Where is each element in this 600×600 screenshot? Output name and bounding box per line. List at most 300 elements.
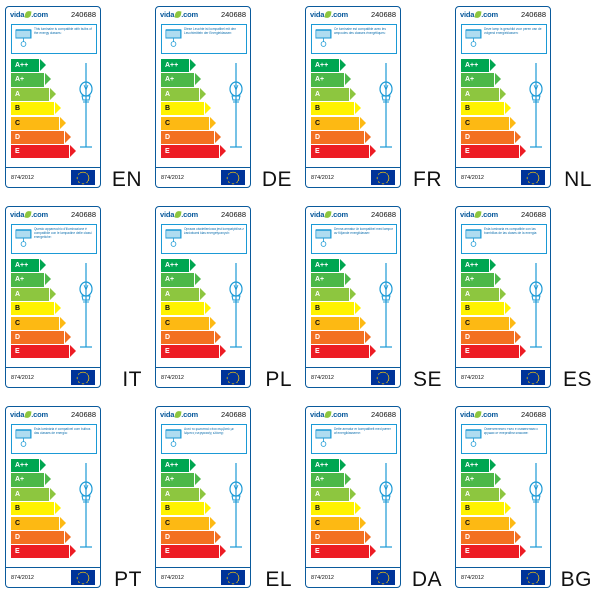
energy-class-arrow-Aplus (11, 73, 44, 86)
bulb-diagram-icon (375, 259, 397, 355)
energy-class-label: A++ (465, 62, 479, 70)
energy-class-label: B (165, 105, 171, 113)
product-code: 240688 (220, 10, 246, 19)
energy-class-arrow-Aplus (311, 273, 344, 286)
energy-class-label: C (15, 319, 21, 327)
label-header (6, 207, 100, 222)
leaf-icon (24, 11, 31, 19)
energy-class-label: A+ (15, 276, 25, 284)
energy-class-arrow-Aplus (311, 473, 344, 486)
leaf-icon (474, 11, 481, 19)
eu-flag-icon (221, 370, 245, 385)
energy-label-cell (150, 200, 300, 400)
energy-class-arrow-C (461, 117, 509, 130)
eu-stars (228, 572, 239, 583)
brand-text: vida (160, 410, 175, 419)
regulation-number: 874/2012 (11, 374, 34, 381)
energy-class-arrow-B (461, 502, 504, 515)
energy-class-arrow-D (461, 131, 514, 144)
energy-class-label: E (465, 148, 470, 156)
description-box (161, 24, 247, 54)
energy-class-arrow-Aplusplus (311, 259, 339, 272)
energy-class-label: A (165, 90, 171, 98)
energy-class-arrow-B (11, 102, 54, 115)
bulb-diagram-icon (375, 459, 397, 555)
energy-class-scale (461, 459, 547, 555)
brand-text: vida (460, 410, 475, 419)
product-code: 240688 (70, 10, 96, 19)
bulb-diagram-icon (525, 259, 547, 355)
energy-class-arrow-B (311, 102, 354, 115)
brand-logo (310, 410, 348, 419)
energy-class-arrow-B (311, 302, 354, 315)
energy-class-arrow-E (11, 545, 69, 558)
label-footer (156, 567, 250, 587)
energy-class-label: A+ (465, 276, 475, 284)
leaf-icon (474, 411, 481, 419)
brand-logo (460, 210, 498, 219)
energy-class-arrow-Aplusplus (161, 459, 189, 472)
description-box (311, 24, 397, 54)
product-code: 240688 (520, 210, 546, 219)
energy-class-scale (311, 59, 397, 155)
energy-class-label: A+ (465, 476, 475, 484)
eu-flag-icon (71, 570, 95, 585)
bulb-diagram-icon (75, 259, 97, 355)
language-code: PT (114, 568, 142, 591)
energy-class-arrow-E (311, 545, 369, 558)
leaf-icon (24, 211, 31, 219)
energy-class-label: B (15, 505, 21, 513)
energy-class-arrow-Aplus (311, 73, 344, 86)
energy-class-arrow-Aplus (461, 273, 494, 286)
product-code: 240688 (370, 210, 396, 219)
energy-class-label: E (315, 348, 320, 356)
energy-class-label: A (15, 90, 21, 98)
energy-class-label: A+ (165, 76, 175, 84)
brand-text: vida (310, 10, 325, 19)
energy-class-arrow-A (161, 288, 199, 301)
energy-class-label: A++ (465, 262, 479, 270)
energy-class-label: D (465, 533, 471, 541)
regulation-number: 874/2012 (161, 174, 184, 181)
energy-label-card (455, 406, 551, 588)
energy-class-arrow-C (311, 517, 359, 530)
energy-class-arrow-Aplus (161, 73, 194, 86)
regulation-number: 874/2012 (11, 174, 34, 181)
energy-label-cell (150, 0, 300, 200)
brand-suffix: .com (181, 210, 198, 219)
energy-class-arrow-B (161, 102, 204, 115)
label-footer (6, 367, 100, 387)
energy-class-scale (311, 459, 397, 555)
energy-class-arrow-C (161, 317, 209, 330)
brand-logo (10, 10, 48, 19)
bulb-diagram-icon (225, 59, 247, 155)
regulation-number: 874/2012 (161, 374, 184, 381)
energy-class-arrow-Aplusplus (161, 259, 189, 272)
label-header (6, 407, 100, 422)
energy-class-label: A+ (315, 276, 325, 284)
brand-suffix: .com (481, 210, 498, 219)
energy-label-card (455, 6, 551, 188)
energy-class-scale (11, 59, 97, 155)
energy-class-arrow-B (11, 502, 54, 515)
description-box (461, 224, 547, 254)
energy-class-arrow-Aplus (11, 273, 44, 286)
energy-class-label: C (315, 319, 321, 327)
leaf-icon (174, 211, 181, 219)
compatibility-text: Esta luminaria es compatible con las bombillas de las clases de la energía: (484, 227, 538, 236)
label-footer (156, 367, 250, 387)
energy-class-label: D (15, 333, 21, 341)
brand-suffix: .com (331, 410, 348, 419)
energy-class-label: C (165, 319, 171, 327)
energy-class-label: A (15, 490, 21, 498)
energy-class-arrow-C (311, 117, 359, 130)
brand-text: vida (160, 10, 175, 19)
energy-class-label: A+ (15, 476, 25, 484)
energy-class-label: A++ (165, 462, 179, 470)
bulb-diagram-icon (225, 259, 247, 355)
energy-label-cell (0, 400, 150, 600)
energy-class-label: A (315, 90, 321, 98)
language-code: NL (564, 168, 592, 191)
description-box (311, 224, 397, 254)
energy-class-label: A++ (315, 62, 329, 70)
energy-label-cell (300, 400, 450, 600)
ceiling-lamp-icon (312, 225, 334, 253)
ceiling-lamp-icon (12, 425, 34, 453)
energy-class-label: D (165, 333, 171, 341)
energy-class-arrow-A (161, 488, 199, 501)
compatibility-text: Dette armatur er kompatibelt med pærer af energiklasserne: (334, 427, 391, 436)
energy-class-arrow-C (461, 517, 509, 530)
energy-class-arrow-A (161, 88, 199, 101)
energy-label-cell (0, 200, 150, 400)
language-code: EL (265, 568, 292, 591)
energy-class-arrow-Aplusplus (11, 259, 39, 272)
energy-class-arrow-B (311, 502, 354, 515)
energy-class-label: B (315, 505, 321, 513)
energy-class-arrow-D (161, 131, 214, 144)
compatibility-text: Deze lamp is geschikt voor peren van de volgend energieklassen: (484, 27, 542, 36)
energy-class-arrow-C (461, 317, 509, 330)
energy-class-label: E (315, 148, 320, 156)
ceiling-lamp-icon (312, 25, 334, 53)
energy-class-scale (461, 59, 547, 155)
energy-class-label: E (315, 548, 320, 556)
ceiling-lamp-icon (12, 25, 34, 53)
brand-text: vida (10, 210, 25, 219)
energy-class-arrow-Aplus (161, 473, 194, 486)
compatibility-text: Αυτό το φωτιστικό είναι συμβατό με λάμπες ενεργειακής κλάσης: (184, 427, 234, 436)
energy-class-arrow-C (311, 317, 359, 330)
compatibility-text: Questo apparecchio d'illuminazione è compatibile con le lampadine delle classi energetiche: (34, 227, 92, 240)
energy-class-label: A (465, 490, 471, 498)
energy-label-cell (450, 0, 600, 200)
leaf-icon (24, 411, 31, 419)
label-footer (456, 167, 550, 187)
regulation-number: 874/2012 (161, 574, 184, 581)
compatibility-text: Осветителното тяло е съвместимо с крушки от енергийни класове: (484, 427, 539, 436)
energy-label-cell (150, 400, 300, 600)
energy-class-label: A+ (165, 476, 175, 484)
energy-class-label: C (15, 119, 21, 127)
language-code: IT (122, 368, 142, 391)
energy-class-arrow-A (11, 288, 49, 301)
energy-class-arrow-E (161, 545, 219, 558)
eu-flag-icon (71, 370, 95, 385)
energy-class-arrow-C (11, 517, 59, 530)
energy-class-label: D (315, 533, 321, 541)
energy-class-scale (11, 259, 97, 355)
regulation-number: 874/2012 (311, 574, 334, 581)
energy-class-arrow-D (461, 331, 514, 344)
energy-label-cell (300, 0, 450, 200)
energy-class-label: A++ (15, 62, 29, 70)
eu-stars (378, 172, 389, 183)
energy-class-label: B (15, 105, 21, 113)
energy-class-label: A (15, 290, 21, 298)
ceiling-lamp-icon (162, 25, 184, 53)
bulb-diagram-icon (525, 59, 547, 155)
language-code: EN (111, 168, 142, 191)
brand-text: vida (160, 210, 175, 219)
energy-class-arrow-Aplus (461, 73, 494, 86)
energy-label-card (155, 406, 251, 588)
eu-flag-icon (371, 570, 395, 585)
brand-logo (160, 410, 198, 419)
label-footer (456, 367, 550, 387)
leaf-icon (174, 11, 181, 19)
eu-stars (78, 572, 89, 583)
energy-class-arrow-A (311, 488, 349, 501)
brand-logo (460, 10, 498, 19)
energy-class-label: E (465, 548, 470, 556)
energy-class-arrow-D (11, 331, 64, 344)
eu-stars (78, 372, 89, 383)
energy-label-card (5, 406, 101, 588)
energy-label-cell (450, 200, 600, 400)
description-box (161, 424, 247, 454)
energy-label-cell (300, 200, 450, 400)
energy-label-cell (0, 0, 150, 200)
energy-class-scale (11, 459, 97, 555)
description-box (11, 24, 97, 54)
compatibility-text: Denna armatur är kompatibel med lampor av följande energiklasser: (334, 227, 393, 236)
energy-class-label: A++ (465, 462, 479, 470)
energy-class-label: A++ (315, 262, 329, 270)
energy-class-label: A+ (15, 76, 25, 84)
eu-stars (78, 172, 89, 183)
brand-text: vida (460, 210, 475, 219)
brand-logo (10, 410, 48, 419)
energy-label-card (455, 206, 551, 388)
energy-class-scale (161, 459, 247, 555)
energy-class-label: C (465, 119, 471, 127)
energy-class-label: A++ (15, 462, 29, 470)
energy-class-label: C (15, 519, 21, 527)
language-code: ES (562, 368, 592, 391)
language-code: FR (413, 168, 442, 191)
energy-class-label: D (315, 333, 321, 341)
energy-class-scale (161, 259, 247, 355)
eu-stars (228, 372, 239, 383)
energy-class-arrow-D (11, 531, 64, 544)
ceiling-lamp-icon (312, 425, 334, 453)
energy-class-arrow-B (161, 502, 204, 515)
energy-class-label: B (165, 505, 171, 513)
energy-class-label: C (165, 119, 171, 127)
energy-class-label: A (315, 490, 321, 498)
product-code: 240688 (220, 210, 246, 219)
energy-label-card (305, 206, 401, 388)
energy-class-arrow-D (161, 531, 214, 544)
energy-class-label: E (15, 548, 20, 556)
energy-class-arrow-C (161, 117, 209, 130)
energy-class-label: D (465, 133, 471, 141)
energy-class-arrow-E (461, 345, 519, 358)
label-header (456, 207, 550, 222)
energy-class-label: D (465, 333, 471, 341)
energy-class-arrow-D (461, 531, 514, 544)
regulation-number: 874/2012 (461, 374, 484, 381)
language-code: PL (265, 368, 292, 391)
description-box (11, 424, 97, 454)
eu-flag-icon (521, 170, 545, 185)
brand-suffix: .com (31, 210, 48, 219)
energy-class-label: A+ (465, 76, 475, 84)
energy-class-arrow-D (311, 131, 364, 144)
energy-class-arrow-B (461, 302, 504, 315)
language-code: SE (412, 368, 442, 391)
energy-label-card (305, 406, 401, 588)
eu-stars (528, 572, 539, 583)
energy-label-card (305, 6, 401, 188)
brand-suffix: .com (331, 210, 348, 219)
compatibility-text: Esta luminária é compatível com bulbos das classes de energia: (34, 427, 91, 436)
energy-class-arrow-Aplus (11, 473, 44, 486)
eu-stars (378, 372, 389, 383)
energy-class-scale (161, 59, 247, 155)
leaf-icon (174, 411, 181, 419)
energy-class-label: C (315, 119, 321, 127)
compatibility-text: Diese Leuchte ist kompatibel mit den Leuchtmitteln der Energieklassen: (184, 27, 237, 36)
energy-label-card (5, 6, 101, 188)
eu-flag-icon (371, 370, 395, 385)
eu-stars (528, 172, 539, 183)
brand-suffix: .com (481, 410, 498, 419)
leaf-icon (324, 11, 331, 19)
energy-class-arrow-Aplus (461, 473, 494, 486)
label-header (306, 7, 400, 22)
energy-class-arrow-Aplusplus (161, 59, 189, 72)
leaf-icon (324, 411, 331, 419)
bulb-diagram-icon (75, 459, 97, 555)
brand-suffix: .com (31, 10, 48, 19)
description-box (161, 224, 247, 254)
regulation-number: 874/2012 (311, 174, 334, 181)
energy-class-label: A+ (165, 276, 175, 284)
brand-logo (160, 10, 198, 19)
eu-flag-icon (371, 170, 395, 185)
energy-class-arrow-E (11, 345, 69, 358)
energy-class-arrow-B (11, 302, 54, 315)
energy-class-arrow-Aplusplus (461, 59, 489, 72)
brand-logo (310, 10, 348, 19)
energy-class-label: A+ (315, 476, 325, 484)
label-header (156, 407, 250, 422)
label-header (156, 7, 250, 22)
energy-class-arrow-A (461, 288, 499, 301)
energy-class-label: B (15, 305, 21, 313)
energy-class-label: B (315, 305, 321, 313)
energy-class-arrow-E (461, 545, 519, 558)
energy-class-label: D (315, 133, 321, 141)
brand-text: vida (310, 210, 325, 219)
brand-logo (310, 210, 348, 219)
energy-class-label: C (465, 519, 471, 527)
energy-label-card (5, 206, 101, 388)
bulb-diagram-icon (225, 459, 247, 555)
label-header (456, 407, 550, 422)
eu-flag-icon (521, 570, 545, 585)
energy-class-label: D (165, 133, 171, 141)
brand-suffix: .com (181, 410, 198, 419)
energy-class-label: C (465, 319, 471, 327)
energy-class-label: B (465, 305, 471, 313)
energy-class-label: B (165, 305, 171, 313)
brand-text: vida (460, 10, 475, 19)
energy-class-label: E (15, 348, 20, 356)
energy-class-arrow-E (461, 145, 519, 158)
energy-class-arrow-Aplusplus (11, 459, 39, 472)
energy-class-arrow-C (161, 517, 209, 530)
energy-class-label: A++ (315, 462, 329, 470)
label-header (6, 7, 100, 22)
compatibility-text: This luminaire is compatible with bulbs of the energy classes: (34, 27, 92, 36)
energy-class-label: A++ (165, 62, 179, 70)
description-box (11, 224, 97, 254)
energy-class-arrow-C (11, 117, 59, 130)
brand-text: vida (10, 410, 25, 419)
energy-label-card (155, 206, 251, 388)
label-header (456, 7, 550, 22)
eu-stars (378, 572, 389, 583)
energy-class-arrow-A (11, 488, 49, 501)
label-header (156, 207, 250, 222)
product-code: 240688 (520, 10, 546, 19)
bulb-diagram-icon (75, 59, 97, 155)
ceiling-lamp-icon (162, 225, 184, 253)
language-code: DE (261, 168, 292, 191)
brand-suffix: .com (31, 410, 48, 419)
ceiling-lamp-icon (462, 25, 484, 53)
energy-class-label: A+ (315, 76, 325, 84)
energy-class-arrow-E (11, 145, 69, 158)
label-footer (456, 567, 550, 587)
energy-class-arrow-E (311, 145, 369, 158)
energy-class-arrow-D (161, 331, 214, 344)
label-footer (306, 567, 400, 587)
label-footer (6, 567, 100, 587)
energy-class-arrow-E (161, 145, 219, 158)
energy-class-arrow-A (461, 488, 499, 501)
brand-logo (10, 210, 48, 219)
leaf-icon (474, 211, 481, 219)
compatibility-text: Ce luminaire est compatible avec les ampoules des classes énergétiques: (334, 27, 386, 36)
